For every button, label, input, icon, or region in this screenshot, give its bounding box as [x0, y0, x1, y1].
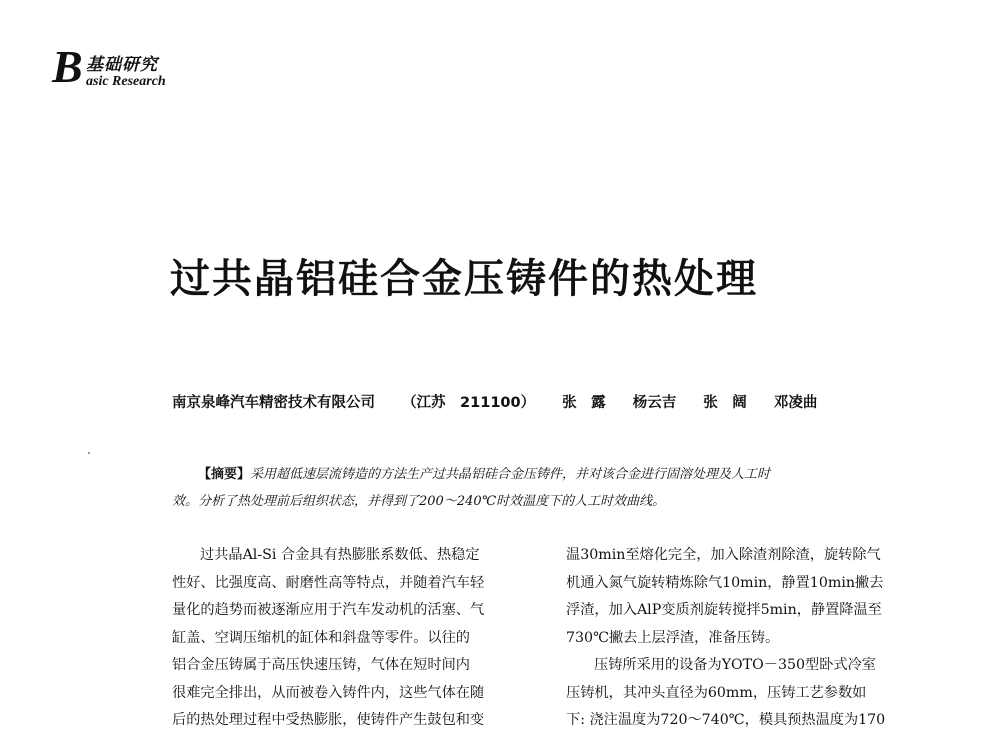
byline	[172, 391, 839, 412]
author-3: 张 阔	[703, 395, 747, 411]
body-line: 浮渣，加入AlP变质剂旋转搅拌5min，静置降温至	[566, 602, 882, 618]
author-1: 张 露	[562, 395, 606, 411]
body-line: 压铸所采用的设备为YOTO－350型卧式冷室	[594, 657, 876, 673]
abstract-text-1: 采用超低速层流铸造的方法生产过共晶铝硅合金压铸件，并对该合金进行固溶处理及人工时	[250, 467, 771, 482]
body-line: 后的热处理过程中受热膨胀，使铸件产生鼓包和变	[172, 712, 485, 728]
body-line: 730℃撇去上层浮渣，准备压铸。	[566, 629, 780, 646]
affiliation: 南京泉峰汽车精密技术有限公司	[172, 395, 375, 411]
body-line: 温30min至熔化完全，加入除渣剂除渣，旋转除气	[566, 547, 881, 563]
abstract-line-2: 效。分析了热处理前后组织状态，并得到了200～240℃时效温度下的人工时效曲线。	[172, 494, 666, 509]
abstract-label: 【摘要】	[198, 467, 251, 482]
body-line: 下: 浇注温度为720～740℃，模具预热温度为170	[566, 712, 886, 728]
body-line: 铝合金压铸属于高压快速压铸，气体在短时间内	[172, 657, 470, 673]
author-4: 邓凌曲	[773, 395, 818, 411]
abstract-line-1	[172, 461, 928, 488]
section-logo-letter: B	[52, 41, 83, 92]
section-title-cn: 基础研究	[86, 55, 158, 75]
body-line: 量化的趋势而被逐渐应用于汽车发动机的活塞、气	[172, 602, 485, 618]
body-line: 过共晶Al-Si 合金具有热膨胀系数低、热稳定	[200, 547, 480, 563]
author-2: 杨云吉	[632, 395, 677, 411]
body-line: 缸盖、空调压缩机的缸体和斜盘等零件。以往的	[172, 629, 470, 646]
abstract	[172, 461, 928, 515]
body-line: 机通入氮气旋转精炼除气10min，静置10min撇去	[566, 574, 884, 591]
body-line: 性好、比强度高、耐磨性高等特点，并随着汽车轻	[172, 574, 485, 591]
location: （江苏 211100）	[402, 395, 536, 411]
body-column-right	[566, 542, 928, 735]
scan-speck	[88, 452, 90, 454]
body-line: 很难完全排出，从而被卷入铸件内，这些气体在随	[172, 684, 485, 701]
body-column-left	[172, 542, 532, 735]
article-title: 过共晶铝硅合金压铸件的热处理	[170, 255, 758, 302]
body-line: 压铸机，其冲头直径为60mm，压铸工艺参数如	[566, 684, 867, 701]
section-title-en: asic Research	[86, 74, 166, 89]
section-header	[52, 41, 252, 94]
